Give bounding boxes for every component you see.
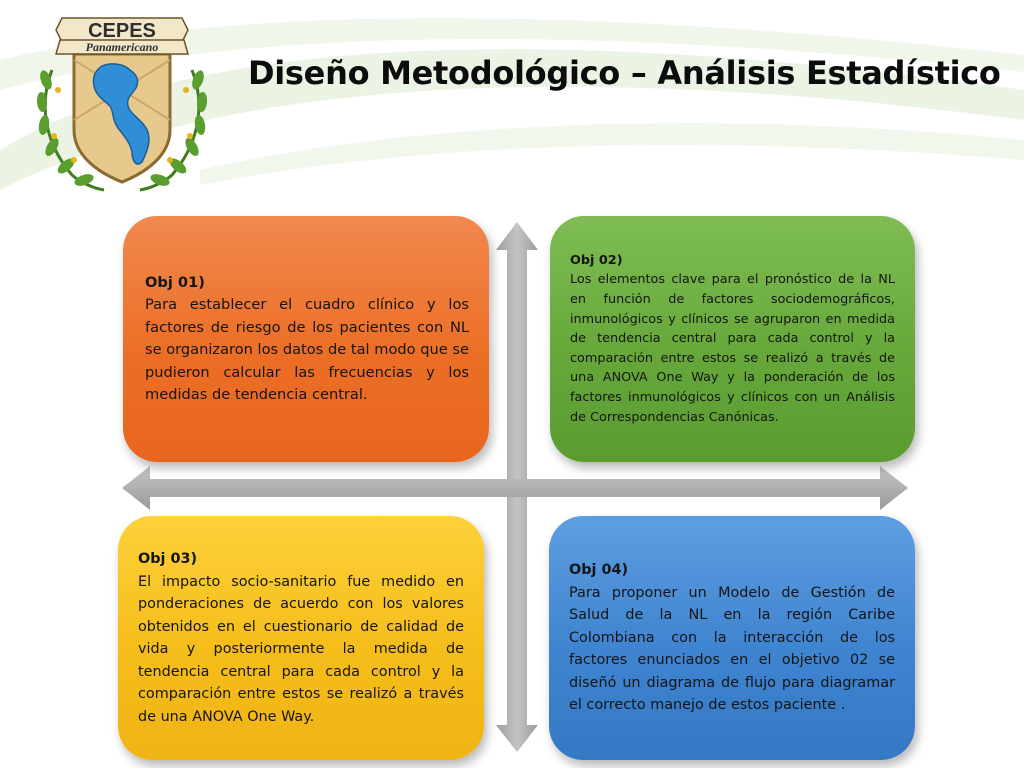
objective-3-box — [118, 516, 484, 760]
objective-1-heading: Obj 01) — [145, 273, 205, 291]
objective-4-heading: Obj 04) — [569, 562, 629, 579]
objective-1-text: Para establecer el cuadro clínico y los factores de riesgo de los pacientes con NL se organizaron los datos de tal modo que se pudieron calcular las frecuencias y los medidas de tendencia central. — [145, 296, 469, 403]
objective-1-box — [123, 216, 489, 462]
objective-3-text: El impacto socio-sanitario fue medido en ponderaciones de acuerdo con los valores obtenidos en el cuestionario de calidad de vida y posteriormente la medida de tendencia central para cada control y la comparación entre estos se realizó a través de una ANOVA One Way. — [138, 573, 464, 725]
logo-text-cepes: CEPES — [88, 20, 156, 42]
objective-4-text: Para proponer un Modelo de Gestión de Salud de la NL en la región Caribe Colombiana con la interacción de los factores enunciados en el objetivo 02 se diseñó un diagrama de flujo para diagramar el correcto manejo de estos paciente . — [569, 584, 895, 714]
objective-3-heading: Obj 03) — [138, 551, 198, 567]
objective-4-box — [549, 516, 915, 760]
objective-2-text: Los elementos clave para el pronóstico de la NL en función de factores sociodemográficos, inmunológicos y clínicos se agruparon en medida de tendencia central para cada control y la comparación entre estos se realizó a través de una ANOVA One Way y la ponderación de los factores inmunológicos y clínicos con un Análisis de Correspondencias Canónicas. — [570, 272, 895, 425]
page-title: Diseño Metodológico – Análisis Estadístico — [248, 54, 1001, 92]
logo-text-panamericano: Panamericano — [85, 40, 159, 54]
objective-2-box — [550, 216, 915, 462]
objective-2-heading: Obj 02) — [570, 252, 623, 268]
